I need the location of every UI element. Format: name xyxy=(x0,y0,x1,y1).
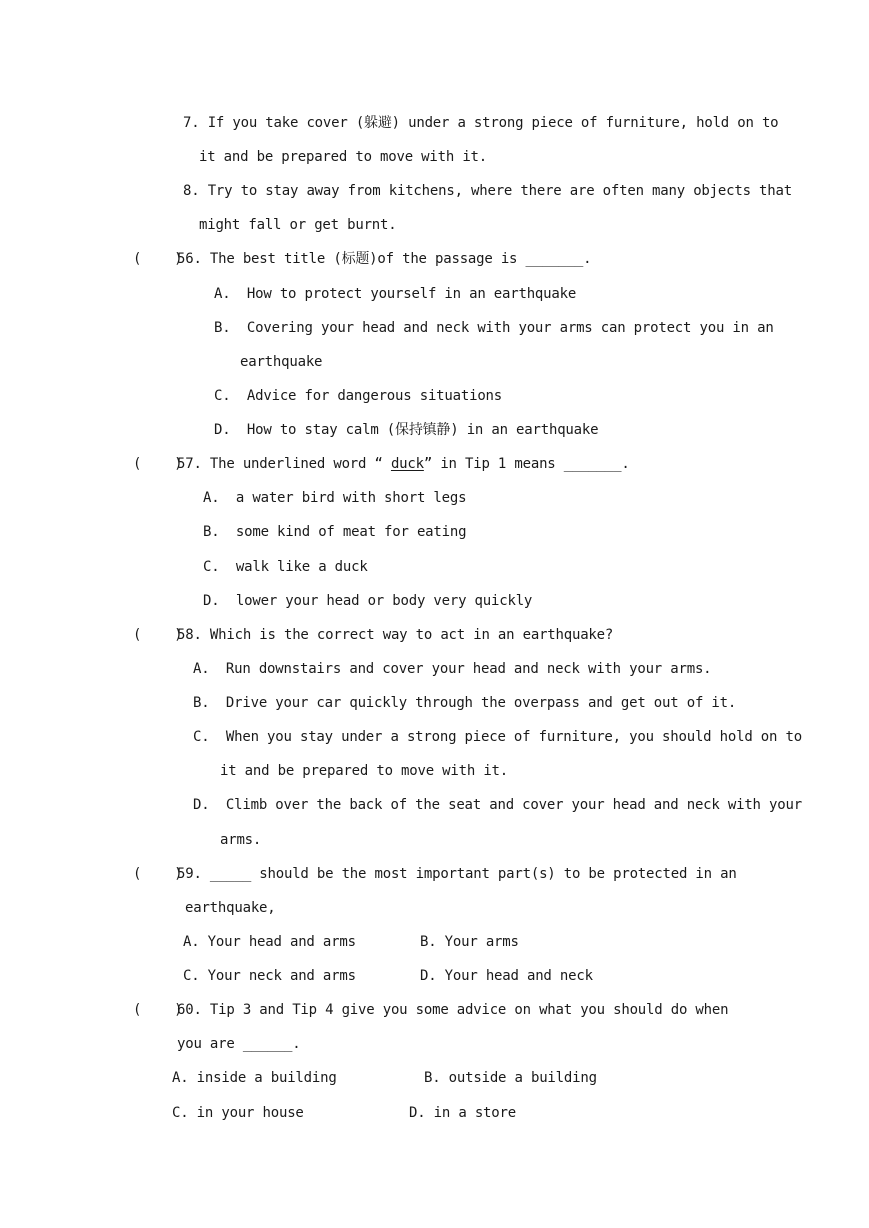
tip-7-line-1: 7. If you take cover (躲避) under a strong piece of furniture, hold on to xyxy=(183,115,779,131)
q56-answer-bracket[interactable]: ( ) xyxy=(133,251,183,267)
q60-stem-cont: you are ______. xyxy=(177,1036,301,1052)
q60-stem: 60. Tip 3 and Tip 4 give you some advice on what you should do when xyxy=(177,1002,729,1018)
q57-option-a: A. a water bird with short legs xyxy=(203,490,467,506)
q57-answer-bracket[interactable]: ( ) xyxy=(133,456,183,472)
underlined-word: duck xyxy=(390,456,424,472)
q58-option-d: D. Climb over the back of the seat and cover your head and neck with your xyxy=(193,797,802,813)
q60-option-c: C. in your house xyxy=(172,1105,304,1121)
q60-option-d: D. in a store xyxy=(409,1105,516,1121)
q56-stem: 56. The best title (标题)of the passage is _______. xyxy=(177,251,592,267)
q59-option-a: A. Your head and arms xyxy=(183,934,356,950)
q60-option-a: A. inside a building xyxy=(172,1070,337,1086)
q59-option-c: C. Your neck and arms xyxy=(183,968,356,984)
q59-option-b: B. Your arms xyxy=(420,934,519,950)
q56-option-c: C. Advice for dangerous situations xyxy=(214,388,503,404)
q59-stem: 59. _____ should be the most important part(s) to be protected in an xyxy=(177,866,737,882)
q58-option-d-cont: arms. xyxy=(220,832,262,848)
q60-answer-bracket[interactable]: ( ) xyxy=(133,1002,183,1018)
q58-answer-bracket[interactable]: ( ) xyxy=(133,627,183,643)
tip-8-line-2: might fall or get burnt. xyxy=(199,217,397,233)
q59-stem-cont: earthquake, xyxy=(185,900,276,916)
q59-answer-bracket[interactable]: ( ) xyxy=(133,866,183,882)
q59-option-d: D. Your head and neck xyxy=(420,968,593,984)
q58-option-a: A. Run downstairs and cover your head and neck with your arms. xyxy=(193,661,712,677)
q58-option-c-cont: it and be prepared to move with it. xyxy=(220,763,509,779)
q58-stem: 58. Which is the correct way to act in an earthquake? xyxy=(177,627,614,643)
q57-stem: 57. The underlined word “ duck” in Tip 1 means _______. xyxy=(177,456,630,472)
q57-option-b: B. some kind of meat for eating xyxy=(203,524,467,540)
q60-option-b: B. outside a building xyxy=(424,1070,597,1086)
q57-option-c: C. walk like a duck xyxy=(203,559,368,575)
q56-option-b: B. Covering your head and neck with your arms can protect you in an xyxy=(214,320,774,336)
tip-8-line-1: 8. Try to stay away from kitchens, where there are often many objects that xyxy=(183,183,792,199)
q56-option-b-cont: earthquake xyxy=(240,354,323,370)
q58-option-b: B. Drive your car quickly through the overpass and get out of it. xyxy=(193,695,737,711)
q56-option-a: A. How to protect yourself in an earthquake xyxy=(214,286,577,302)
q57-option-d: D. lower your head or body very quickly xyxy=(203,593,533,609)
q56-option-d: D. How to stay calm (保持镇静) in an earthquake xyxy=(214,422,599,438)
tip-7-line-2: it and be prepared to move with it. xyxy=(199,149,488,165)
q58-option-c: C. When you stay under a strong piece of furniture, you should hold on to xyxy=(193,729,802,745)
